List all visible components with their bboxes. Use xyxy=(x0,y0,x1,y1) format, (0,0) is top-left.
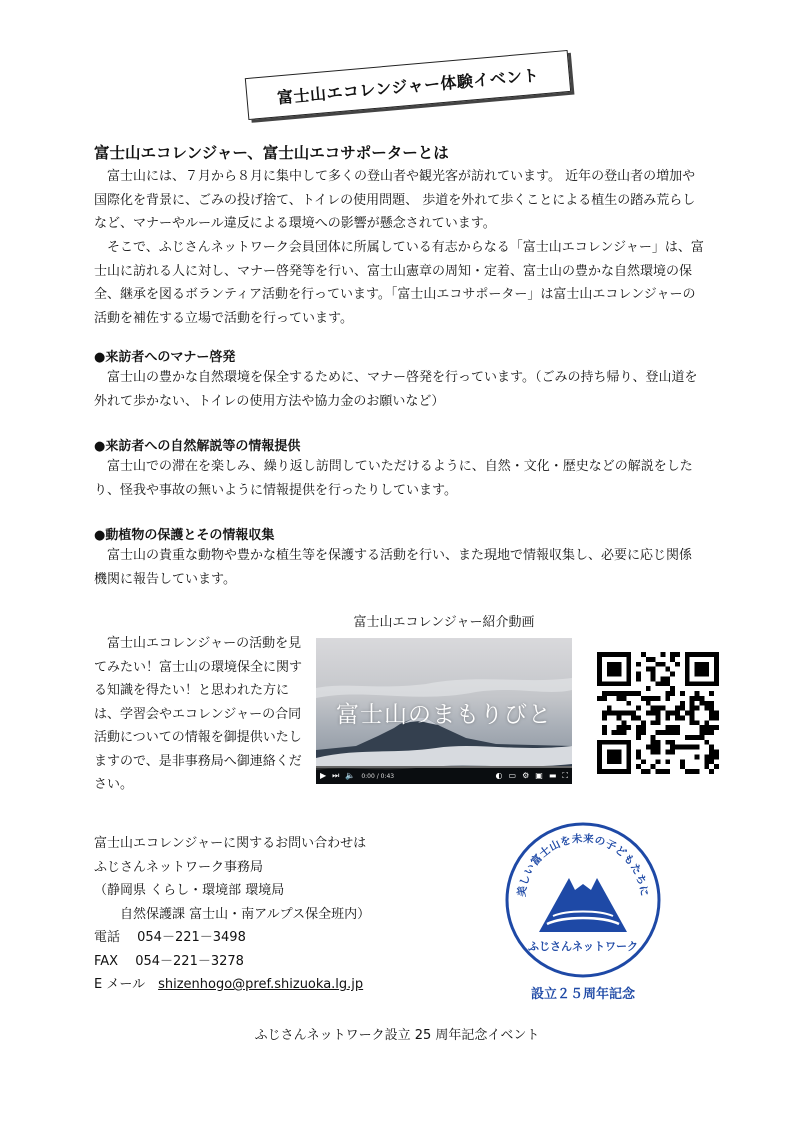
autoplay-icon[interactable]: ◐ xyxy=(495,771,503,780)
event-title: 富士山エコレンジャー体験イベント xyxy=(245,50,571,120)
email-label: E メール xyxy=(94,977,159,992)
manner-text: 富士山の豊かな自然環境を保全するために、マナー啓発を行っています。（ごみの持ち帰り、登山道を外れて歩かない、トイレの使用方法や協力金のお願いなど） xyxy=(94,370,698,409)
video-controls xyxy=(316,768,572,784)
subtitles-icon[interactable]: ▭ xyxy=(508,771,517,780)
video-player[interactable] xyxy=(316,638,572,784)
theater-icon[interactable]: ▬ xyxy=(548,771,557,780)
logo-arc-text: 美しい富士山を未来の子どもたちに xyxy=(515,832,651,898)
settings-icon[interactable]: ⚙ xyxy=(522,771,530,780)
qr-code-icon[interactable] xyxy=(597,652,719,774)
section-heading: 富士山エコレンジャー、富士山エコサポーターとは xyxy=(94,144,449,162)
contact-fax: FAX 054－221－3278 xyxy=(94,953,244,969)
email-link[interactable]: shizenhogo@pref.shizuoka.lg.jp xyxy=(158,977,364,992)
video-caption: 富士山エコレンジャー紹介動画 xyxy=(353,615,535,630)
intro-paragraph-1: 富士山には、７月から８月に集中して多くの登山者や観光客が訪れています。 近年の登山者の増加や国際化を背景に、ごみの投げ捨て、トイレの使用問題、 歩道を外れて歩くことによる植生の踏み荒らしなど、マナーやルール違反による環境への影響が懸念されています。 xyxy=(94,169,696,232)
fujisan-network-logo xyxy=(503,820,663,980)
fullscreen-icon[interactable]: ⛶ xyxy=(562,771,568,780)
video-title: 富士山のまもりびと xyxy=(336,702,552,728)
video-time: 0:00 / 0:43 xyxy=(361,772,395,780)
subheading-info: ●来訪者への自然解説等の情報提供 xyxy=(94,439,301,454)
contact-email-row xyxy=(94,973,370,997)
subheading-protection: ●動植物の保護とその情報収集 xyxy=(94,528,275,543)
contact-line-3: （静岡県 くらし・環境部 環境局 xyxy=(94,883,285,898)
logo-caption: 設立２５周年記念 xyxy=(530,987,635,1002)
footer: ふじさんネットワーク設立 25 周年記念イベント xyxy=(254,1028,540,1043)
volume-icon[interactable]: 🔈 xyxy=(345,771,356,780)
subheading-manner: ●来訪者へのマナー啓発 xyxy=(94,350,236,365)
contact-block xyxy=(94,832,370,997)
contact-line-2: ふじさんネットワーク事務局 xyxy=(94,859,264,875)
contact-line-1: 富士山エコレンジャーに関するお問い合わせは xyxy=(94,836,367,851)
contact-line-4: 自然保護課 富士山・南アルプス保全班内） xyxy=(94,906,371,922)
contact-phone: 電話 054－221－3498 xyxy=(94,930,246,945)
protection-text: 富士山の貴重な動物や豊かな植生等を保護する活動を行い、また現地で情報収集し、必要に応じ関係機関に報告しています。 xyxy=(94,548,693,587)
invite-text: 富士山エコレンジャーの活動を見てみたい！富士山の環境保全に関する知識を得たい！と思われた方には、学習会やエコレンジャーの合同活動についての情報を御提供いたしますので、是非事務局へ御連絡ください。 xyxy=(94,636,303,792)
info-text: 富士山での滞在を楽しみ、繰り返し訪問していただけるように、自然・文化・歴史などの解説をしたり、怪我や事故の無いように情報提供を行ったりしています。 xyxy=(94,459,693,498)
miniplayer-icon[interactable]: ▣ xyxy=(535,771,543,780)
play-icon[interactable]: ▶ xyxy=(320,771,327,780)
logo-org-text: ふじさんネットワーク xyxy=(528,940,638,953)
next-icon[interactable]: ⏭ xyxy=(332,771,340,780)
intro-paragraph-2: そこで、ふじさんネットワーク会員団体に所属している有志からなる「富士山エコレンジャー」は、富士山に訪れる人に対し、マナー啓発等を行い、富士山憲章の周知・定着、富士山の豊かな自然環境の保全、継承を図るボランティア活動を行っています。「富士山エコサポーター」は富士山エコレンジャーの活動を補佐する立場で活動を行っています。 xyxy=(94,240,704,326)
